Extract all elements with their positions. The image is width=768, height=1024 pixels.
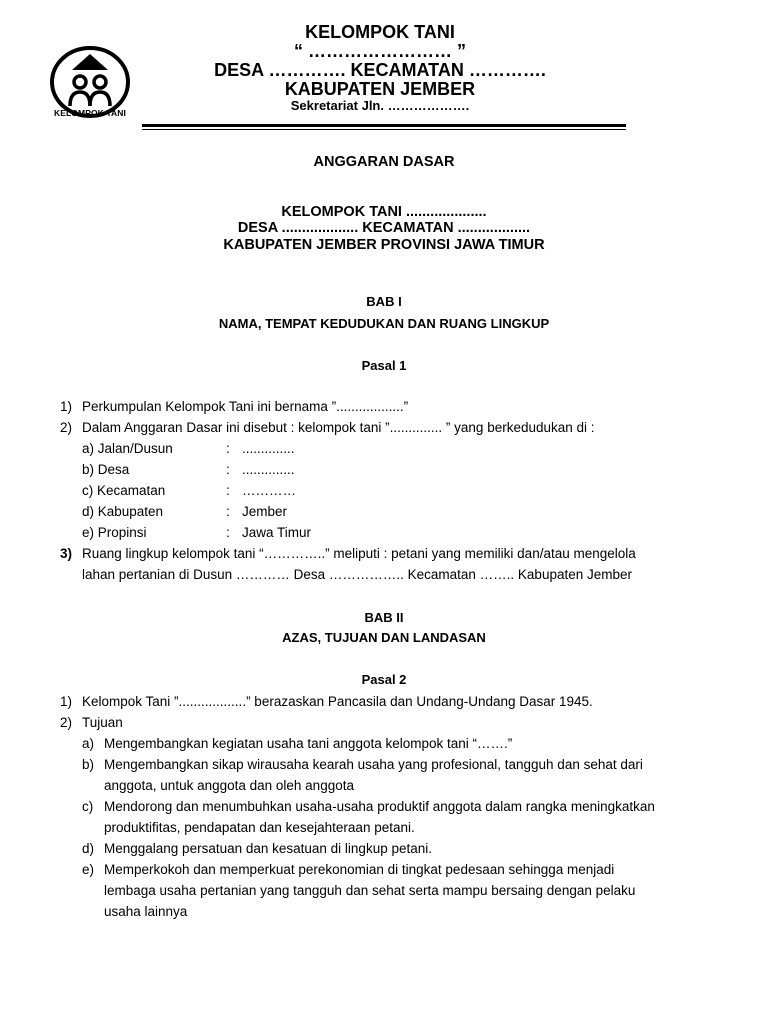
bab-1-label: BAB I [366, 294, 402, 309]
goal-c-line-2: produktifitas, pendapatan dan kesejahteraan petani. [104, 820, 415, 835]
letterhead-divider-thin [142, 129, 626, 130]
goal-marker: d) [82, 841, 95, 856]
document-title: ANGGARAN DASAR [313, 154, 455, 170]
pasal-2-item-1: Kelompok Tani ”..................” berazaskan Pancasila dan Undang-Undang Dasar 1945. [82, 694, 593, 709]
item-number: 1) [60, 694, 73, 709]
goal-b-line-1: Mengembangkan sikap wirausaha kearah usaha yang profesional, tangguh dan sehat dari [104, 757, 643, 772]
address-value: ………… [242, 483, 296, 498]
pasal-1-label: Pasal 1 [361, 358, 407, 373]
document-subtitle-village: DESA ................... KECAMATAN .................. [237, 220, 531, 236]
goal-b-line-2: anggota, untuk anggota dan oleh anggota [104, 778, 354, 793]
address-label: d) Kabupaten [82, 504, 164, 519]
goal-c-line-1: Mendorong dan menumbuhkan usaha-usaha produktif anggota dalam rangka meningkatkan [104, 799, 655, 814]
item-number: 3) [60, 546, 73, 561]
address-label: e) Propinsi [82, 525, 147, 540]
address-colon: : [226, 483, 230, 498]
item-number: 1) [60, 399, 73, 414]
pasal-1-item-3-line-2: lahan pertanian di Dusun ………… Desa …………….. Kecamatan …….. Kabupaten Jember [82, 567, 632, 582]
pasal-1-item-2: Dalam Anggaran Dasar ini disebut : kelompok tani ”.............. ” yang berkedudukan di : [82, 420, 595, 435]
pasal-2-label: Pasal 2 [361, 672, 407, 687]
letterhead-village-district: DESA …………. KECAMATAN …………. [214, 60, 546, 80]
address-value: .............. [242, 462, 295, 477]
item-number: 2) [60, 715, 73, 730]
document-subtitle-group: KELOMPOK TANI .................... [281, 204, 487, 220]
goal-marker: c) [82, 799, 94, 814]
address-value: .............. [242, 441, 295, 456]
address-value: Jawa Timur [242, 525, 312, 540]
logo-caption: KELOMPOK TANI [54, 108, 126, 118]
pasal-2-item-2: Tujuan [82, 715, 123, 730]
document-subtitle-province: KABUPATEN JEMBER PROVINSI JAWA TIMUR [223, 237, 545, 253]
letterhead-regency: KABUPATEN JEMBER [284, 79, 476, 99]
address-colon: : [226, 462, 230, 477]
item-number: 2) [60, 420, 73, 435]
bab-2-heading: AZAS, TUJUAN DAN LANDASAN [282, 630, 486, 645]
letterhead-org-name: KELOMPOK TANI [305, 22, 455, 42]
letterhead-group-name: “ …………………… ” [293, 41, 466, 61]
letterhead-divider-thick [142, 124, 626, 127]
goal-a: Mengembangkan kegiatan usaha tani anggota kelompok tani “…….” [104, 736, 513, 751]
goal-marker: b) [82, 757, 95, 772]
address-label: c) Kecamatan [82, 483, 166, 498]
letterhead-secretariat: Sekretariat Jln. ………………. [290, 98, 470, 113]
address-colon: : [226, 504, 230, 519]
bab-1-heading: NAMA, TEMPAT KEDUDUKAN DAN RUANG LINGKUP [218, 316, 550, 331]
goal-e-line-2: lembaga usaha pertanian yang tangguh dan sehat serta mampu bersaing dengan pelaku [104, 883, 636, 898]
goal-d: Menggalang persatuan dan kesatuan di lingkup petani. [104, 841, 432, 856]
address-label: b) Desa [82, 462, 130, 477]
goal-e-line-1: Memperkokoh dan memperkuat perekonomian di tingkat pedesaan sehingga menjadi [104, 862, 615, 877]
pasal-1-item-3-line-1: Ruang lingkup kelompok tani “…………..” meliputi : petani yang memiliki dan/atau mengelola [82, 546, 636, 561]
bab-2-label: BAB II [364, 610, 404, 625]
pasal-1-item-1: Perkumpulan Kelompok Tani ini bernama ”..................” [82, 399, 409, 414]
goal-marker: a) [82, 736, 95, 751]
address-colon: : [226, 441, 230, 456]
address-colon: : [226, 525, 230, 540]
goal-e-line-3: usaha lainnya [104, 904, 188, 919]
goal-marker: e) [82, 862, 95, 877]
address-value: Jember [242, 504, 288, 519]
address-label: a) Jalan/Dusun [82, 441, 173, 456]
